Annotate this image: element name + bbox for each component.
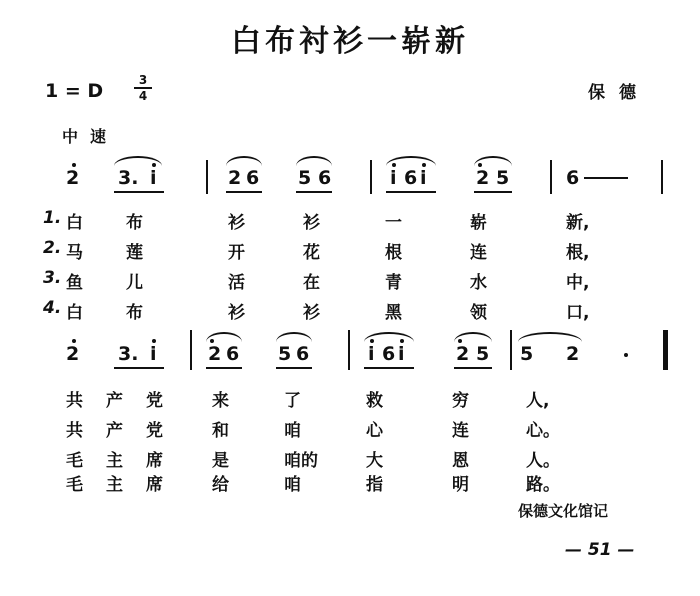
slur	[386, 156, 436, 166]
note: 6	[382, 343, 396, 365]
bar-line	[190, 330, 192, 370]
lyric-char: 根,	[566, 243, 590, 263]
beam	[226, 191, 262, 193]
note: 5	[476, 343, 490, 365]
extension-dash	[584, 177, 628, 179]
note: 6	[318, 167, 332, 189]
lyric-char: 衫	[228, 303, 245, 323]
beam	[474, 191, 512, 193]
beam	[114, 367, 164, 369]
lyric-char: 中,	[566, 273, 590, 293]
score-line-2	[0, 336, 700, 376]
note: 5	[496, 167, 510, 189]
note: i	[398, 343, 405, 365]
lyric-char: 给	[212, 475, 229, 495]
lyric-char: 指	[366, 475, 383, 495]
lyric-char: 党	[146, 391, 163, 411]
verse-number: 4.	[43, 298, 62, 318]
note: i	[150, 167, 157, 189]
extension-dot	[624, 353, 628, 357]
bar-line	[550, 160, 552, 194]
octave-dot	[152, 339, 156, 343]
slur	[454, 332, 492, 342]
note: 2	[456, 343, 470, 365]
lyric-char: 儿	[126, 273, 143, 293]
lyric-char: 人,	[526, 391, 550, 411]
meter-top: 3	[138, 73, 148, 87]
beam	[296, 191, 332, 193]
note: 2	[228, 167, 242, 189]
note: 3.	[118, 167, 139, 189]
note: i	[390, 167, 397, 189]
lyric-char: 黑	[385, 303, 402, 323]
lyric-char: 恩	[452, 451, 469, 471]
lyric-char: 布	[126, 303, 143, 323]
bar-line	[370, 160, 372, 194]
beam	[386, 191, 436, 193]
lyric-char: 开	[228, 243, 245, 263]
lyric-char: 主	[106, 475, 123, 495]
lyric-char: 党	[146, 421, 163, 441]
lyric-char: 衫	[303, 303, 320, 323]
lyric-char: 席	[146, 451, 163, 471]
lyric-char: 共	[66, 421, 83, 441]
time-signature	[134, 74, 152, 102]
slur	[226, 156, 262, 166]
lyric-char: 衫	[303, 213, 320, 233]
score-line-1	[0, 160, 700, 200]
beam	[364, 367, 414, 369]
note: 6	[404, 167, 418, 189]
lyric-char: 鱼	[66, 273, 83, 293]
note: 2	[66, 343, 80, 365]
lyric-char: 和	[212, 421, 229, 441]
verse-row-1	[0, 208, 700, 232]
lyric-char: 领	[470, 303, 487, 323]
note: 3.	[118, 343, 139, 365]
lyric-char: 大	[366, 451, 383, 471]
lyric-char: 主	[106, 451, 123, 471]
beam	[276, 367, 312, 369]
lyric-char: 是	[212, 451, 229, 471]
lyric-char: 一	[385, 213, 402, 233]
note: 2	[208, 343, 222, 365]
note: i	[420, 167, 427, 189]
note: 5	[278, 343, 292, 365]
note: i	[150, 343, 157, 365]
region-label: 保德	[588, 83, 650, 103]
slur	[276, 332, 312, 342]
verse-row-4	[0, 298, 700, 322]
slur	[114, 156, 162, 166]
octave-dot	[72, 163, 76, 167]
lyric-char: 路。	[526, 475, 560, 495]
lyric-char: 咱的	[284, 451, 318, 471]
bar-line	[206, 160, 208, 194]
octave-dot	[72, 339, 76, 343]
verse-number: 2.	[43, 238, 62, 258]
verse-row-8	[0, 470, 700, 494]
tempo-marking: 中速	[62, 127, 119, 146]
verse-number: 1.	[43, 208, 62, 228]
verse-number: 3.	[43, 268, 62, 288]
lyric-char: 了	[284, 391, 301, 411]
lyric-char: 布	[126, 213, 143, 233]
lyric-char: 莲	[126, 243, 143, 263]
lyric-char: 白	[66, 303, 83, 323]
note: 6	[296, 343, 310, 365]
beam	[454, 367, 492, 369]
final-bar-line	[663, 330, 668, 370]
lyric-char: 席	[146, 475, 163, 495]
lyric-char: 马	[66, 243, 83, 263]
lyric-char: 连	[452, 421, 469, 441]
beam	[114, 191, 164, 193]
slur	[364, 332, 414, 342]
verse-row-5	[0, 386, 700, 410]
slur	[474, 156, 512, 166]
lyric-char: 水	[470, 273, 487, 293]
song-title: 白布衬衫一崭新	[231, 24, 469, 59]
note: 6	[246, 167, 260, 189]
lyric-char: 新,	[566, 213, 590, 233]
lyric-char: 口,	[566, 303, 590, 323]
slur	[206, 332, 242, 342]
lyric-char: 咱	[284, 475, 301, 495]
note: 5	[298, 167, 312, 189]
verse-row-6	[0, 416, 700, 440]
slur	[296, 156, 332, 166]
transcription-credit: 保德文化馆记	[518, 502, 609, 520]
lyric-char: 心。	[526, 421, 560, 441]
note: 2	[66, 167, 80, 189]
lyric-char: 白	[66, 213, 83, 233]
lyric-char: 崭	[470, 213, 487, 233]
lyric-char: 产	[106, 391, 123, 411]
lyric-char: 毛	[66, 475, 83, 495]
lyric-char: 产	[106, 421, 123, 441]
lyric-char: 在	[303, 273, 320, 293]
beam	[206, 367, 242, 369]
lyric-char: 穷	[452, 391, 469, 411]
note: 6	[226, 343, 240, 365]
bar-line	[510, 330, 512, 370]
lyric-char: 心	[366, 421, 383, 441]
slur	[518, 332, 582, 342]
note: i	[368, 343, 375, 365]
lyric-char: 毛	[66, 451, 83, 471]
lyric-char: 来	[212, 391, 229, 411]
note: 6	[566, 167, 580, 189]
lyric-char: 咱	[284, 421, 301, 441]
note: 5	[520, 343, 534, 365]
verse-row-7	[0, 446, 700, 470]
note: 2	[566, 343, 580, 365]
lyric-char: 衫	[228, 213, 245, 233]
key-signature: 1 = D	[45, 80, 104, 102]
bar-line	[661, 160, 663, 194]
lyric-char: 明	[452, 475, 469, 495]
bar-line	[348, 330, 350, 370]
lyric-char: 人。	[526, 451, 560, 471]
lyric-char: 花	[303, 243, 320, 263]
lyric-char: 活	[228, 273, 245, 293]
meter-bottom: 4	[138, 89, 148, 103]
note: 2	[476, 167, 490, 189]
lyric-char: 救	[366, 391, 383, 411]
page-number: — 51 —	[565, 540, 635, 560]
verse-row-2	[0, 238, 700, 262]
verse-row-3	[0, 268, 700, 292]
lyric-char: 青	[385, 273, 402, 293]
lyric-char: 根	[385, 243, 402, 263]
lyric-char: 共	[66, 391, 83, 411]
lyric-char: 连	[470, 243, 487, 263]
